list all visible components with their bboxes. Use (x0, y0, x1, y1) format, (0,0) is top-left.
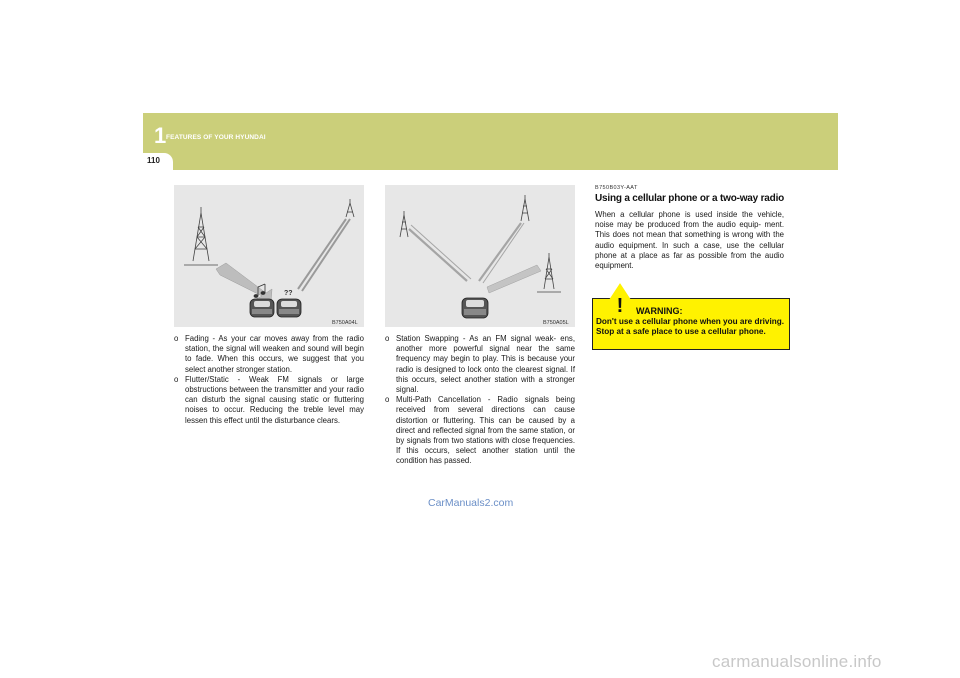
fm-reception-list-middle (385, 334, 575, 467)
list-item-text: Multi-Path Cancellation - Radio signals being received from several directions can cause distortion or fluttering. This can be caused by a direct and reflected signal from the same station, or by signals from two stations with close frequencies. If this occurs, select another station until the condition has passed. (396, 395, 575, 466)
section-code: B750B03Y-AAT (595, 185, 638, 191)
car-icon (277, 299, 301, 317)
figure-code: B750A05L (543, 320, 569, 326)
warning-text: Don't use a cellular phone when you are driving. Stop at a safe place to use a cellular phone. (596, 317, 785, 337)
fm-reception-list-left (174, 334, 364, 426)
radio-tower-cars-diagram (174, 185, 364, 327)
car-icon (462, 298, 488, 318)
list-item-text: Flutter/Static - Weak FM signals or large obstructions between the transmitter and your radio can disturb the signal causing static or fluttering noises to occur. Reducing the treble level may lessen this effect until the disturbance clears. (185, 374, 364, 425)
signal-question-label: ?? (284, 290, 293, 297)
section-body: When a cellular phone is used inside the vehicle, noise may be produced from the audio equip- ment. This does not mean that something is wrong with the audio equipment. In such a case, use the cellular phone at a place as far as possible from the audio equipment. (595, 210, 784, 271)
list-item (174, 375, 364, 426)
section-title: Using a cellular phone or a two-way radio (595, 193, 785, 204)
figure-multipath-illustration (385, 185, 575, 327)
car-icon (250, 299, 274, 317)
figure-code: B750A04L (332, 320, 358, 326)
radio-tower-icon (537, 253, 561, 292)
bullet-mark: o (385, 395, 390, 405)
list-item (174, 334, 364, 375)
warning-heading: WARNING: (636, 306, 683, 316)
list-item-text: Fading - As your car moves away from the radio station, the signal will weaken and sound will begin to fade. When this occurs, we suggest that you select another stronger station. (185, 334, 364, 374)
radio-tower-car-diagram (385, 185, 575, 327)
bullet-mark: o (385, 334, 390, 343)
bullet-mark: o (174, 374, 179, 384)
radio-tower-icon (346, 199, 354, 217)
chapter-title: FEATURES OF YOUR HYUNDAI (166, 134, 266, 141)
radio-tower-icon (400, 211, 408, 237)
bullet-mark: o (174, 334, 179, 343)
chapter-header-band (143, 113, 838, 170)
list-item (385, 334, 575, 395)
site-watermark[interactable]: CarManuals2.com (428, 497, 514, 509)
list-item (385, 395, 575, 466)
figure-fading-illustration (174, 185, 364, 327)
chapter-number: 1 (154, 123, 167, 148)
list-item-text: Station Swapping - As an FM signal weak- ens, another more powerful signal near the same frequency may begin to play. This is because your radio is designed to lock onto the clearest signal. If this occurs, select another station with a stronger signal. (396, 334, 575, 395)
warning-symbol: ! (616, 295, 624, 317)
footer-watermark: carmanualsonline.info (712, 652, 882, 671)
radio-tower-icon (521, 195, 529, 221)
radio-tower-icon (184, 207, 218, 265)
page-number: 110 (147, 156, 160, 165)
